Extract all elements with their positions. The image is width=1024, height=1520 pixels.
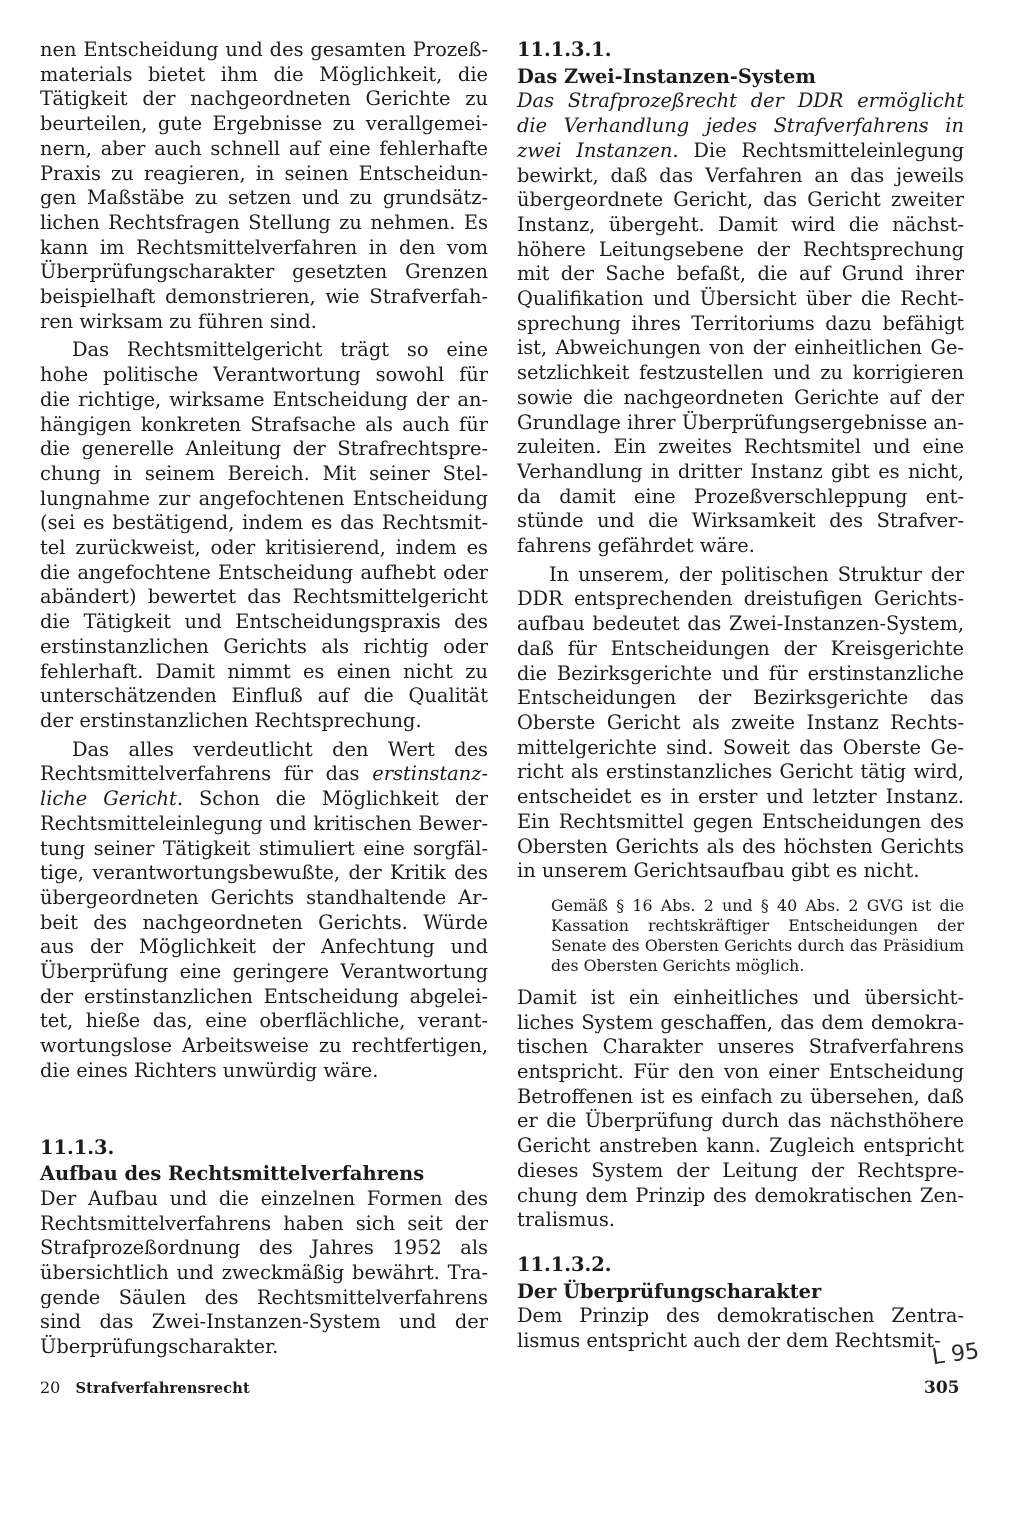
paragraph-text: Die Rechtsmitteleinlegung bewirkt, daß das Verfahren an das jeweils übergeordnete Gericht, das Gericht zweiter Instanz, übergeht. Damit wird die nächsthöhere Leitungsebene der Rechtsprechung mit der Sache befaßt, die auf Grund ihrer Qualifikation und Übersicht über die Rechtsprechung ihres Territoriums dazu befähigt ist, Abweichungen von der einheitlichen Gesetzlichkeit festzustellen und zu korrigieren sowie die nachgeordneten Gerichte auf der Grundlage ihrer Überprüfungsergebnisse anzuleiten. Ein zweites Rechtsmitel und eine Verhandlung in dritter Instanz gibt es nicht, da damit eine Prozeßverschleppung entstünde und die Wirksamkeit des Strafverfahrens gefährdet wäre. bbox=[517, 138, 964, 558]
small-print-note: Gemäß § 16 Abs. 2 und § 40 Abs. 2 GVG ist die Kassation rechtskräftiger Entscheidungen der Senate des Obersten Gerichts durch das Präsidium des Obersten Gerichts möglich. bbox=[551, 895, 964, 975]
page-number: 20 bbox=[40, 1378, 61, 1397]
section-title: Aufbau des Rechtsmittelverfahrens bbox=[40, 1162, 425, 1186]
handwritten-annotation: L 95 bbox=[930, 1338, 981, 1371]
emphasis-text: erstinstanzliche Gericht. bbox=[40, 762, 488, 811]
page-number-right: 305 bbox=[924, 1378, 960, 1398]
paragraph: nen Entscheidung und des gesamten Prozeßmaterials bietet ihm die Möglichkeit, die Tätigkeit der nachgeordneten Gerichte zu beurteilen, gute Ergebnisse zu verallgemeinern, aber auch schnell auf eine fehlerhafte Praxis zu reagieren, in seinen Entscheidungen Maßstäbe zu setzen und zu grundsätzlichen Rechtsfragen Stellung zu nehmen. Es kann im Rechtsmittelverfahren in den vom Überprüfungscharakter gesetzten Grenzen beispielhaft demonstrieren, wie Strafverfahren wirksam zu führen sind. bbox=[40, 38, 488, 333]
paragraph: Das Rechtsmittelgericht trägt so eine hohe politische Verantwortung sowohl für die richtige, wirksame Entscheidung der anhängigen konkreten Strafsache als auch für die generelle Anleitung der Strafrechtsprechung in seinem Bereich. Mit seiner Stellungnahme zur angefochtenen Entscheidung (sei es bestätigend, indem es das Rechtsmittel zurückweist, oder kritisierend, indem es die angefochtene Entscheidung aufhebt oder abändert) bewertet das Rechtsmittelgericht die Tätigkeit und Entscheidungspraxis des erstinstanzlichen Gerichts als richtig oder fehlerhaft. Damit nimmt es einen nicht zu unterschätzenden Einfluß auf die Qualität der erstinstanzlichen Rechtsprechung. bbox=[40, 338, 488, 732]
emphasis-text: Das Strafprozeßrecht der DDR ermöglicht die Verhandlung jedes Strafverfahrens in zwei Instanzen. bbox=[517, 89, 964, 162]
section-title: Das Zwei-Instanzen-System bbox=[517, 64, 816, 88]
section-heading bbox=[517, 38, 964, 89]
paragraph-text: Schon die Möglichkeit der Rechtsmitteleinlegung und kritischen Bewertung seiner Tätigkeit stimuliert eine sorgfältige, verantwortungsbewußte, der Kritik des übergeordneten Gerichts standhaltende Arbeit des nachgeordneten Gerichts. Würde aus der Möglichkeit der Anfechtung und Überprüfung eine geringere Verantwortung der erstinstanzlichen Entscheidung abgeleitet, hieße das, eine oberflächliche, verantwortungslose Arbeitsweise zu rechtfertigen, die eines Richters unwürdig wäre. bbox=[40, 787, 488, 1082]
paragraph: Dem Prinzip des demokratischen Zentralismus entspricht auch der dem Rechtsmit- bbox=[517, 1304, 964, 1353]
section-heading bbox=[40, 1136, 488, 1187]
paragraph bbox=[517, 89, 964, 558]
paragraph: Damit ist ein einheitliches und übersichtliches System geschaffen, das dem demokratischen Charakter unseres Strafverfahrens entspricht. Für den von einer Entscheidung Betroffenen ist es einfach zu übersehen, daß er die Überprüfung durch das nächsthöhere Gericht anstreben kann. Zugleich entspricht dieses System der Leitung der Rechtsprechung dem Prinzip des demokratischen Zentralismus. bbox=[517, 985, 964, 1232]
paragraph: In unserem, der politischen Struktur der DDR entsprechenden dreistufigen Gerichtsaufbau bedeutet das Zwei-Instanzen-System, daß für Entscheidungen der Kreisgerichte die Bezirksgerichte und für erstinstanzliche Entscheidungen der Bezirksgerichte das Oberste Gericht als zweite Instanz Rechtsmittelgerichte sind. Soweit das Oberste Gericht als erstinstanzliches Gericht tätig wird, entscheidet es in erster und letzter Instanz. Ein Rechtsmittel gegen Entscheidungen des Obersten Gerichts als des höchsten Gerichts in unserem Gerichtsaufbau gibt es nicht. bbox=[517, 562, 964, 883]
section-number: 11.1.3. bbox=[40, 1135, 115, 1159]
page-footer-left bbox=[40, 1378, 250, 1397]
paragraph: Der Aufbau und die einzelnen Formen des Rechtsmittelverfahrens haben sich seit der Strafprozeßordnung des Jahres 1952 als übersichtlich und zweckmäßig bewährt. Tragende Säulen des Rechtsmittelverfahrens sind das Zwei-Instanzen-System und der Überprüfungscharakter. bbox=[40, 1186, 488, 1359]
section-heading bbox=[517, 1253, 964, 1304]
left-column bbox=[40, 38, 488, 1360]
section-title: Der Überprüfungscharakter bbox=[517, 1279, 822, 1303]
section-number: 11.1.3.1. bbox=[517, 38, 612, 61]
running-title: Strafverfahrensrecht bbox=[75, 1380, 250, 1397]
paragraph bbox=[40, 738, 488, 1084]
paragraph-text: Das alles verdeutlicht den Wert des Rechtsmittelverfahrens für das bbox=[40, 737, 488, 786]
section-number: 11.1.3.2. bbox=[517, 1252, 612, 1276]
right-column bbox=[517, 38, 964, 1354]
